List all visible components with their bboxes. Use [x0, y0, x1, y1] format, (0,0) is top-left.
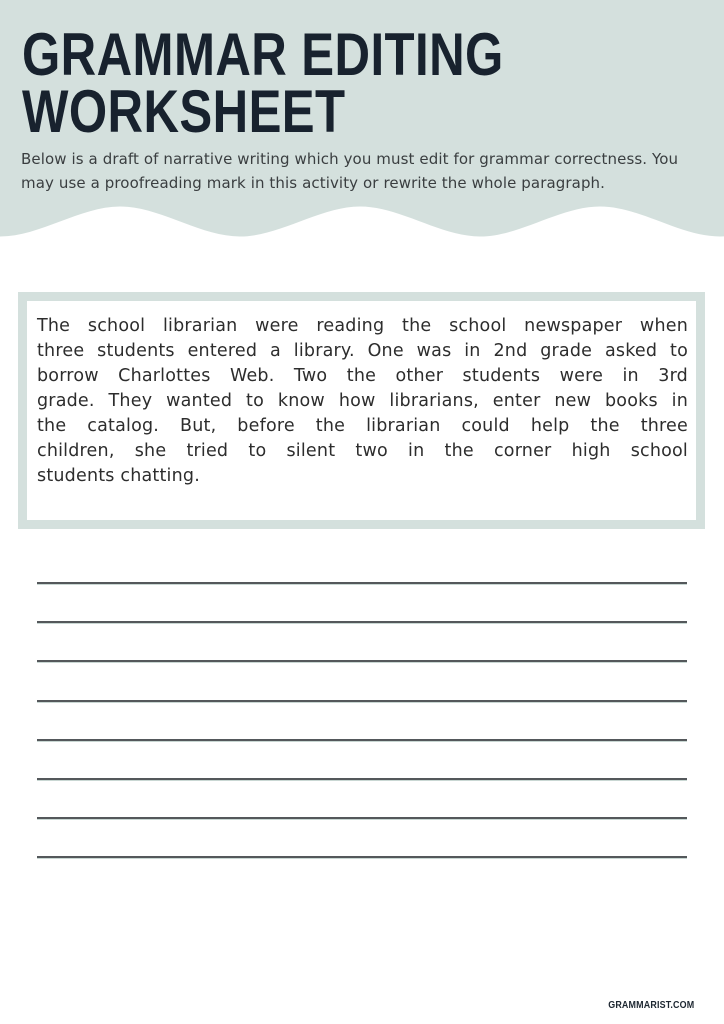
page-subtitle-line: Below is a draft of narrative writing which you must edit for grammar correctness. You [21, 150, 679, 168]
answer-line [37, 621, 687, 623]
page-title-line: GRAMMAR EDITING [22, 21, 504, 88]
site-credit: GRAMMARIST.COM [607, 999, 694, 1011]
answer-line [37, 817, 687, 819]
answer-lines-section [37, 582, 687, 896]
page-subtitle-line: may use a proofreading mark in this activity or rewrite the whole paragraph. [21, 173, 606, 192]
draft-paragraph-line: The school librarian were reading the school newspaper when [37, 316, 688, 336]
draft-paragraph-line: children, she tried to silent two in the corner high school [37, 441, 688, 461]
draft-paragraph-box [18, 292, 705, 529]
draft-paragraph-line: grade. They wanted to know how librarians, enter new books in [37, 391, 688, 411]
draft-paragraph-line: students chatting. [37, 466, 200, 486]
answer-line [37, 739, 687, 741]
answer-line [37, 856, 687, 858]
draft-paragraph-line: borrow Charlottes Web. Two the other students were in 3rd [37, 366, 688, 386]
answer-line [37, 660, 687, 662]
answer-line [37, 582, 687, 584]
page-subtitle [21, 148, 711, 195]
header-wave-decoration [0, 205, 724, 241]
answer-line [37, 700, 687, 702]
draft-paragraph-line: three students entered a library. One was in 2nd grade asked to [37, 341, 688, 361]
answer-line [37, 778, 687, 780]
draft-paragraph [37, 314, 688, 489]
page-title [22, 21, 504, 145]
draft-paragraph-line: the catalog. But, before the librarian could help the three [37, 416, 688, 436]
page-title-line: WORKSHEET [22, 78, 346, 145]
